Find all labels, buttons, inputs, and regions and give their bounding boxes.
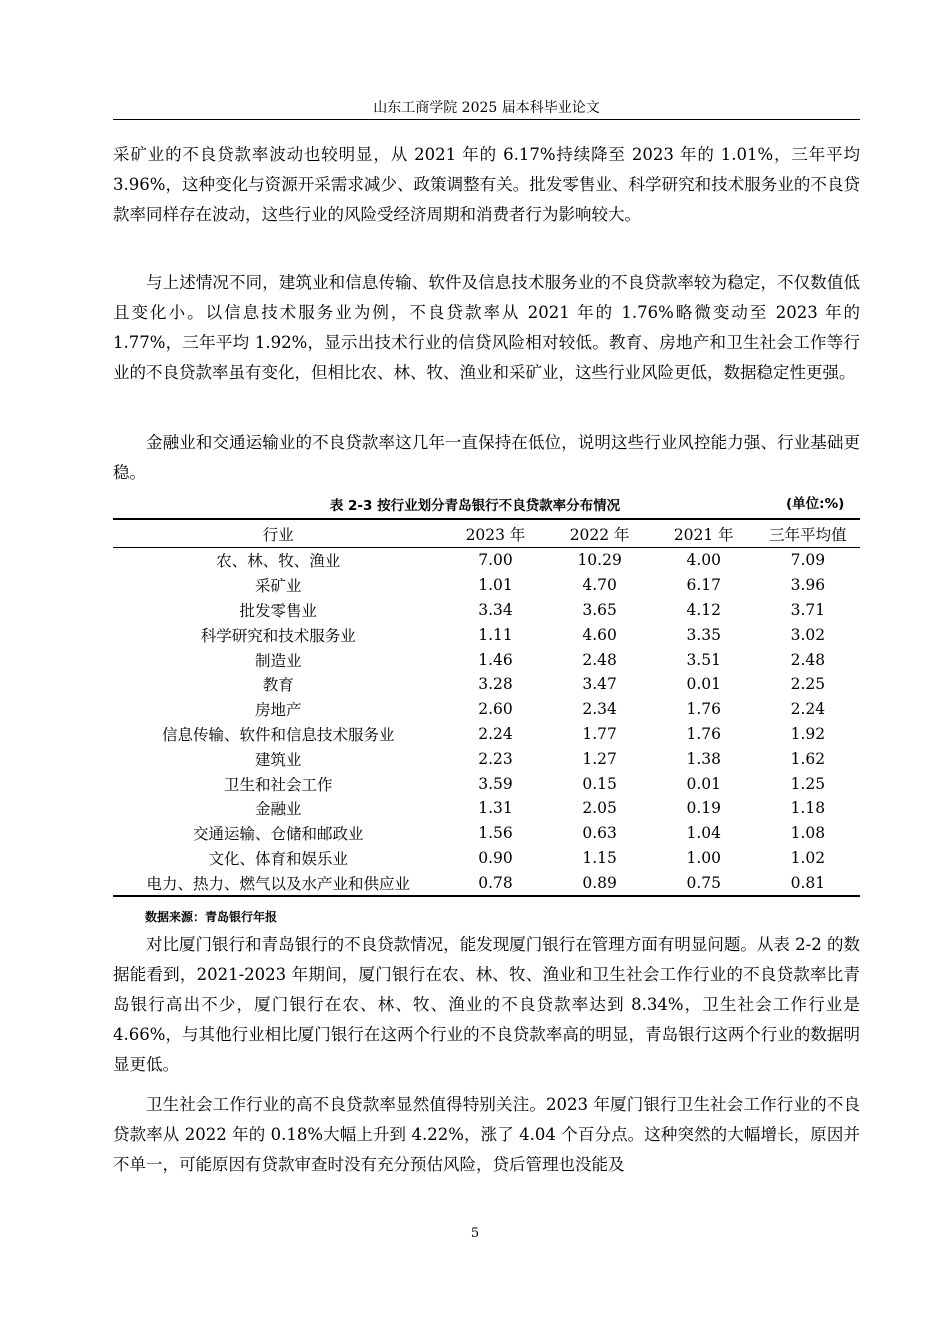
- table-row: [113, 697, 860, 722]
- value-cell: 2.24: [790, 700, 826, 719]
- value-cell: 0.75: [686, 873, 721, 892]
- value-cell: 2.48: [582, 650, 617, 669]
- value-cell: 4.60: [582, 625, 617, 644]
- industry-cell: 文化、体育和娱乐业: [208, 849, 348, 868]
- value-cell: 0.15: [582, 774, 617, 793]
- value-cell: 3.71: [790, 600, 826, 619]
- value-cell: 1.92: [790, 724, 826, 743]
- value-cell: 2.34: [582, 700, 617, 719]
- paragraph-health-sector: 卫生社会工作行业的高不良贷款率显然值得特别关注。2023 年厦门银行卫生社会工作行业的不良贷款率从 2022 年的 0.18%大幅上升到 4.22%，涨了 4.04 个百分点。这种突然的大幅增长，原因并不单一，可能原因有贷款审查时没有充分预估风险，贷后管理也没能及: [113, 1095, 860, 1174]
- value-cell: 1.31: [478, 799, 513, 818]
- value-cell: 1.62: [790, 749, 826, 768]
- value-cell: 3.02: [790, 625, 826, 644]
- value-cell: 0.01: [686, 675, 721, 694]
- value-cell: 1.27: [582, 749, 617, 768]
- header-2021: 2021 年: [673, 525, 734, 544]
- value-cell: 1.76: [686, 700, 721, 719]
- industry-cell: 信息传输、软件和信息技术服务业: [161, 725, 395, 744]
- value-cell: 0.19: [686, 799, 721, 818]
- industry-cell: 卫生和社会工作: [223, 775, 333, 794]
- value-cell: 0.63: [582, 824, 617, 843]
- table-row: [113, 821, 860, 846]
- table-header-row: [113, 519, 860, 548]
- value-cell: 1.15: [582, 848, 617, 867]
- table-row: [113, 622, 860, 647]
- value-cell: 2.25: [790, 675, 826, 694]
- value-cell: 4.00: [686, 551, 721, 570]
- industry-cell: 金融业: [254, 800, 302, 819]
- table-row: [113, 647, 860, 672]
- industry-cell: 交通运输、仓储和邮政业: [192, 825, 364, 844]
- value-cell: 2.60: [478, 700, 513, 719]
- table-row: [113, 672, 860, 697]
- table-row: [113, 598, 860, 623]
- table-row: [113, 573, 860, 598]
- value-cell: 1.01: [478, 576, 513, 595]
- value-cell: 4.70: [582, 576, 617, 595]
- value-cell: 3.65: [582, 600, 617, 619]
- value-cell: 1.38: [686, 749, 721, 768]
- paragraph-finance-transport: 金融业和交通运输业的不良贷款率这几年一直保持在低位，说明这些行业风控能力强、行业基础更稳。: [113, 433, 860, 482]
- value-cell: 10.29: [577, 551, 622, 570]
- value-cell: 1.18: [790, 799, 826, 818]
- header-average: 三年平均值: [769, 525, 847, 544]
- value-cell: 3.47: [582, 675, 617, 694]
- table-row: [113, 870, 860, 896]
- value-cell: 1.56: [478, 824, 513, 843]
- value-cell: 0.81: [790, 873, 826, 892]
- table-row: [113, 746, 860, 771]
- value-cell: 7.09: [790, 551, 826, 570]
- industry-cell: 农、林、牧、渔业: [216, 552, 341, 571]
- header-2023: 2023 年: [465, 525, 526, 544]
- header-industry: 行业: [262, 525, 294, 544]
- value-cell: 3.51: [686, 650, 721, 669]
- table-unit: (单位:%): [786, 496, 845, 512]
- table-row: [113, 722, 860, 747]
- value-cell: 1.02: [790, 848, 826, 867]
- value-cell: 2.05: [582, 799, 617, 818]
- value-cell: 0.89: [582, 873, 617, 892]
- value-cell: 1.76: [686, 724, 721, 743]
- npl-table: [113, 518, 860, 897]
- value-cell: 3.59: [478, 774, 513, 793]
- value-cell: 1.77: [582, 724, 617, 743]
- value-cell: 0.90: [478, 848, 513, 867]
- table-row: [113, 846, 860, 871]
- data-source: 数据来源：青岛银行年报: [145, 910, 278, 924]
- header-2022: 2022 年: [569, 525, 630, 544]
- value-cell: 2.24: [478, 724, 513, 743]
- page-header: 山东工商学院 2025 届本科毕业论文: [113, 97, 860, 120]
- value-cell: 1.00: [686, 848, 721, 867]
- table-row: [113, 796, 860, 821]
- paragraph-mining: 采矿业的不良贷款率波动也较明显，从 2021 年的 6.17%持续降至 2023 年的 1.01%，三年平均 3.96%，这种变化与资源开采需求减少、政策调整有关。批发零售业、科学研究和技术服务业的不良贷款率同样存在波动，这些行业的风险受经济周期和消费者行为影响较大。: [113, 145, 860, 224]
- industry-cell: 采矿业: [254, 577, 302, 596]
- industry-cell: 批发零售业: [239, 601, 317, 620]
- value-cell: 7.00: [478, 551, 513, 570]
- table-row: [113, 548, 860, 573]
- table-caption: 表 2-3 按行业划分青岛银行不良贷款率分布情况: [329, 498, 621, 514]
- industry-cell: 建筑业: [254, 750, 302, 769]
- value-cell: 4.12: [686, 600, 721, 619]
- industry-cell: 房地产: [254, 701, 302, 720]
- industry-cell: 教育: [262, 676, 294, 695]
- value-cell: 0.78: [478, 873, 513, 892]
- value-cell: 2.23: [478, 749, 513, 768]
- value-cell: 0.01: [686, 774, 721, 793]
- table-row: [113, 771, 860, 796]
- value-cell: 1.46: [478, 650, 513, 669]
- page-number: 5: [470, 1226, 480, 1241]
- value-cell: 1.04: [686, 824, 721, 843]
- value-cell: 3.28: [478, 675, 513, 694]
- value-cell: 3.96: [790, 576, 826, 595]
- paragraph-comparison: 对比厦门银行和青岛银行的不良贷款情况，能发现厦门银行在管理方面有明显问题。从表 2-2 的数据能看到，2021-2023 年期间，厦门银行在农、林、牧、渔业和卫生社会工作行业的不良贷款率比青岛银行高出不少，厦门银行在农、林、牧、渔业的不良贷款率达到 8.34%，卫生社会工作行业是 4.66%，与其他行业相比厦门银行在这两个行业的不良贷款率高的明显，青岛银行这两个行业的数据明显更低。: [113, 935, 860, 1074]
- value-cell: 3.34: [478, 600, 513, 619]
- value-cell: 1.25: [790, 774, 826, 793]
- value-cell: 6.17: [686, 576, 721, 595]
- industry-cell: 制造业: [254, 651, 302, 670]
- value-cell: 2.48: [790, 650, 826, 669]
- value-cell: 1.08: [790, 824, 826, 843]
- value-cell: 3.35: [686, 625, 721, 644]
- value-cell: 1.11: [478, 625, 513, 644]
- paragraph-stable-industries: 与上述情况不同，建筑业和信息传输、软件及信息技术服务业的不良贷款率较为稳定，不仅数值低且变化小。以信息技术服务业为例，不良贷款率从 2021 年的 1.76%略微变动至 2023 年的 1.77%，三年平均 1.92%，显示出技术行业的信贷风险相对较低。教育、房地产和卫生社会工作等行业的不良贷款率虽有变化，但相比农、林、牧、渔业和采矿业，这些行业风险更低，数据稳定性更强。: [113, 273, 860, 382]
- industry-cell: 电力、热力、燃气以及水产业和供应业: [146, 874, 410, 893]
- industry-cell: 科学研究和技术服务业: [200, 626, 356, 645]
